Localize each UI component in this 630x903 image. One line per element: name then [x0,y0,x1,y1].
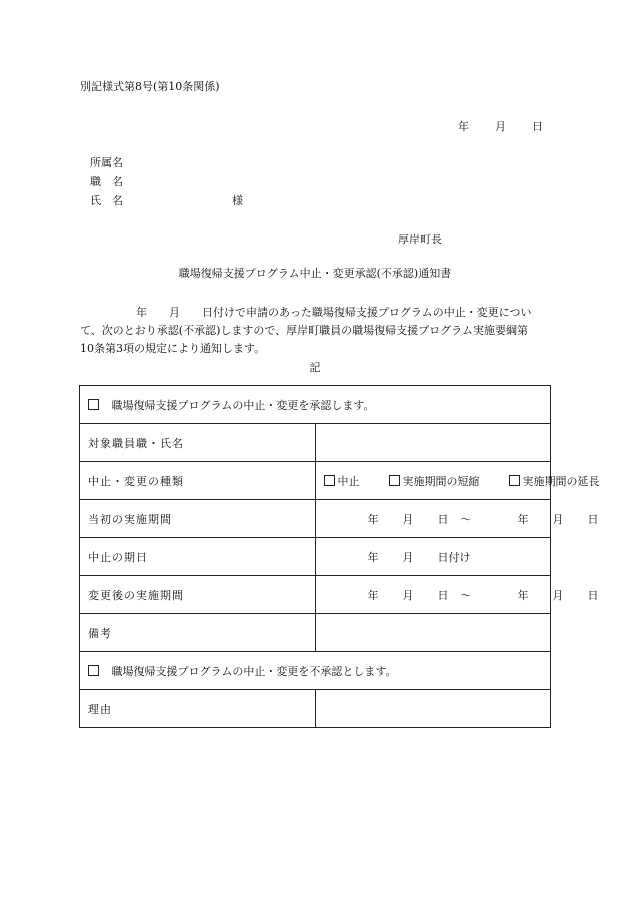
orig-start-year: 年 [367,512,379,526]
approve-cell [80,386,551,424]
disapprove-text: 職場復帰支援プログラムの中止・変更を不承認とします。 [111,664,397,678]
new-tilde: ～ [460,588,472,602]
dept-label: 所属名 [90,156,123,169]
orig-end-day: 日 [587,512,599,526]
disapprove-row [80,652,551,690]
orig-tilde: ～ [460,512,472,526]
remarks-label: 備考 [80,614,316,652]
new-end-year: 年 [517,588,529,602]
reason-row [80,690,551,728]
form-table [79,385,600,728]
issuer: 厚岸町長 [398,233,442,246]
orig-period-row [80,500,551,538]
form-number: 別記様式第8号(第10条関係) [80,80,220,93]
option-extend-label: 実施期間の延長 [522,474,600,488]
honorific: 様 [232,194,243,207]
new-start-day: 日 [437,588,449,602]
stop-month: 月 [402,550,414,564]
date-year: 年 [458,120,469,133]
reason-value[interactable] [315,690,551,728]
body-line-3: 10条第3項の規定により通知します。 [80,342,266,355]
option-extend-checkbox[interactable] [509,475,520,486]
orig-start-day: 日 [437,512,449,526]
position-label: 職 名 [90,175,123,188]
date-month: 月 [495,120,506,133]
new-end-day: 日 [587,588,599,602]
disapprove-checkbox[interactable] [88,665,99,676]
stop-date-row [80,538,551,576]
body-line-1: 年 月 日付けで申請のあった職場復帰支援プログラムの中止・変更につい [136,306,532,319]
option-shorten-checkbox[interactable] [389,475,400,486]
date-day: 日 [532,120,543,133]
type-row [80,462,551,500]
remarks-row [80,614,551,652]
new-period-value[interactable] [315,576,599,614]
name-label: 氏 名 [90,194,123,207]
remarks-value[interactable] [315,614,551,652]
option-stop-label: 中止 [337,474,360,488]
target-row [80,424,551,462]
new-period-label: 変更後の実施期間 [80,576,316,614]
stop-year: 年 [367,550,379,564]
orig-start-month: 月 [402,512,414,526]
orig-end-year: 年 [517,512,529,526]
new-start-month: 月 [402,588,414,602]
approve-text: 職場復帰支援プログラムの中止・変更を承認します。 [111,398,375,412]
option-shorten-label: 実施期間の短縮 [402,474,480,488]
option-stop-checkbox[interactable] [324,475,335,486]
new-start-year: 年 [367,588,379,602]
orig-period-label: 当初の実施期間 [80,500,316,538]
reason-label: 理由 [80,690,316,728]
stop-day-suffix: 日付け [437,550,471,564]
target-value[interactable] [315,424,551,462]
approve-row [80,386,551,424]
disapprove-cell [80,652,551,690]
orig-end-month: 月 [552,512,564,526]
stop-date-value[interactable] [315,538,551,576]
new-period-row [80,576,551,614]
document-title: 職場復帰支援プログラム中止・変更承認(不承認)通知書 [178,267,452,280]
ki-heading: 記 [309,361,321,374]
body-line-2: て、次のとおり承認(不承認)しますので、厚岸町職員の職場復帰支援プログラム実施要綱第 [80,324,529,337]
type-options [315,462,600,500]
approve-checkbox[interactable] [88,399,99,410]
stop-date-label: 中止の期日 [80,538,316,576]
body-text [80,304,550,358]
orig-period-value[interactable] [315,500,599,538]
type-label: 中止・変更の種類 [80,462,316,500]
target-label: 対象職員職・氏名 [80,424,316,462]
issue-date [458,120,543,134]
new-end-month: 月 [552,588,564,602]
